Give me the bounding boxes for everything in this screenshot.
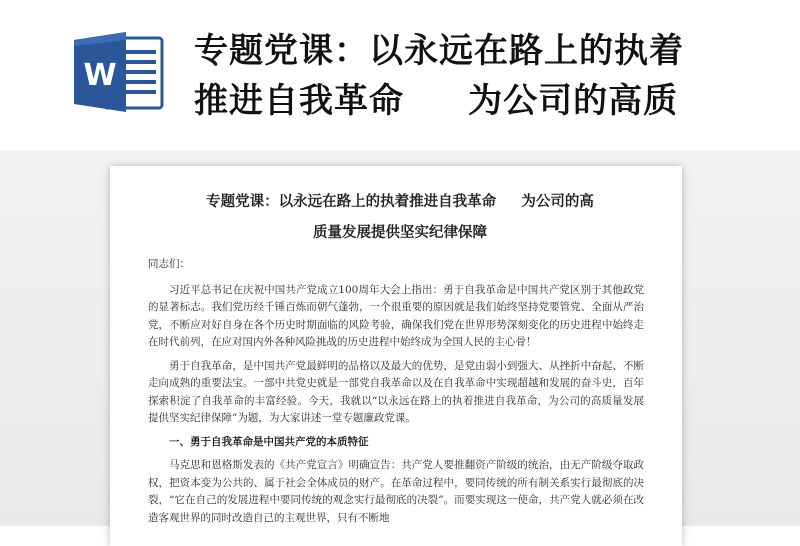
header-banner [0, 0, 800, 150]
document-page [110, 166, 682, 546]
document-paragraph: 习近平总书记在庆祝中国共产党成立100周年大会上指出：勇于自我革命是中国共产党区别于其他政党的显著标志。我们党历经千锤百炼而朝气蓬勃，一个很重要的原因就是我们始终坚持党要管党、全面从严治党，不断应对好自身在各个历史时期面临的风险考验，确保我们党在世界形势深刻变化的历史进程中始终走在时代前列，在应对国内外各种风险挑战的历史进程中始终成为全国人民的主心骨！ [148, 283, 644, 348]
header-title-line-2: 推进自我革命 为公司的高质 [194, 81, 679, 121]
document-title-line-2: 质量发展提供坚实纪律保障 [313, 224, 487, 241]
document-body [148, 256, 644, 533]
document-title-line-1: 专题党课：以永远在路上的执着推进自我革命 为公司的高 [206, 193, 594, 210]
header-title [194, 26, 754, 126]
document-title [150, 186, 650, 248]
document-greeting: 同志们： [148, 258, 190, 270]
document-paragraph: 马克思和恩格斯发表的《共产党宣言》明确宣告：共产党人要推翻资产阶级的统治，由无产阶级夺取政权，把资本变为公共的、属于社会全体成员的财产。在革命过程中，要同传统的所有制关系实行最彻底的决裂，“它在自己的发展进程中要同传统的观念实行最彻底的决裂”。而要实现这一使命，共产党人就必须在改造客观世界的同时改造自己的主观世界，只有不断地 [148, 459, 644, 524]
header-title-line-1: 专题党课：以永远在路上的执着 [194, 31, 684, 71]
document-paragraph: 勇于自我革命，是中国共产党最鲜明的品格以及最大的优势，是党由弱小到强大、从挫折中奋起、不断走向成熟的重要法宝。一部中共党史就是一部党自我革命以及在自我革命中实现超越和发展的奋斗史，百年探索积淀了自我革命的丰富经验。今天，我就以“以永远在路上的执着推进自我革命，为公司的高质量发展提供坚实纪律保障”为题，为大家讲述一堂专题廉政党课。 [148, 359, 644, 424]
section-heading: 一、勇于自我革命是中国共产党的本质特征 [169, 435, 369, 448]
word-icon-letter: W [83, 58, 117, 93]
word-icon [70, 30, 166, 114]
